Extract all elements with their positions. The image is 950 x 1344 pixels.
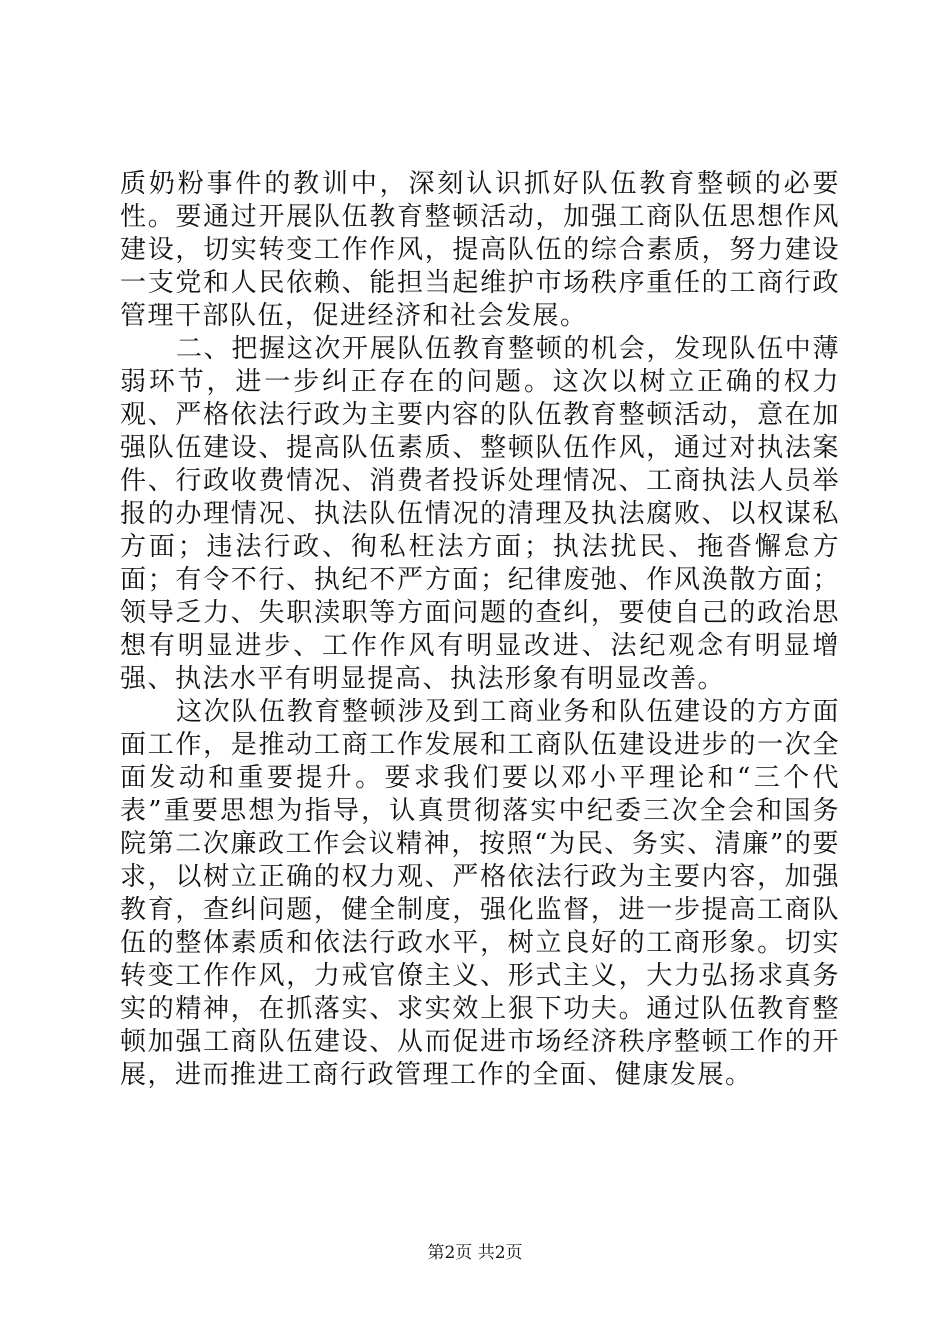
paragraph-continuation: 质奶粉事件的教训中，深刻认识抓好队伍教育整顿的必要性。要通过开展队伍教育整顿活动，加强工商队伍思想作风建设，切实转变工作作风，提高队伍的综合素质，努力建设一支党和人民依赖、能担当起维护市场秩序重任的工商行政管理干部队伍，促进经济和社会发展。 [120, 169, 840, 331]
paragraph-section-two: 二、把握这次开展队伍教育整顿的机会，发现队伍中薄弱环节，进一步纠正存在的问题。这次以树立正确的权力观、严格依法行政为主要内容的队伍教育整顿活动，意在加强队伍建设、提高队伍素质、整顿队伍作风，通过对执法案件、行政收费情况、消费者投诉处理情况、工商执法人员举报的办理情况、执法队伍情况的清理及执法腐败、以权谋私方面；违法行政、徇私枉法方面；执法扰民、拖沓懈怠方面；有令不行、执纪不严方面；纪律废弛、作风涣散方面；领导乏力、失职渎职等方面问题的查纠，要使自己的政治思想有明显进步、工作作风有明显改进、法纪观念有明显增强、执法水平有明显提高、执法形象有明显改善。 [120, 334, 840, 694]
page-footer: 第2页 共2页 [427, 1243, 523, 1263]
document-body [120, 168, 840, 1092]
paragraph-conclusion: 这次队伍教育整顿涉及到工商业务和队伍建设的方方面面工作，是推动工商工作发展和工商队伍建设进步的一次全面发动和重要提升。要求我们要以邓小平理论和“三个代表”重要思想为指导，认真贯彻落实中纪委三次全会和国务院第二次廉政工作会议精神，按照“为民、务实、清廉”的要求，以树立正确的权力观、严格依法行政为主要内容，加强教育，查纠问题，健全制度，强化监督，进一步提高工商队伍的整体素质和依法行政水平，树立良好的工商形象。切实转变工作作风，力戒官僚主义、形式主义，大力弘扬求真务实的精神，在抓落实、求实效上狠下功夫。通过队伍教育整顿加强工商队伍建设、从而促进市场经济秩序整顿工作的开展，进而推进工商行政管理工作的全面、健康发展。 [120, 697, 840, 1090]
